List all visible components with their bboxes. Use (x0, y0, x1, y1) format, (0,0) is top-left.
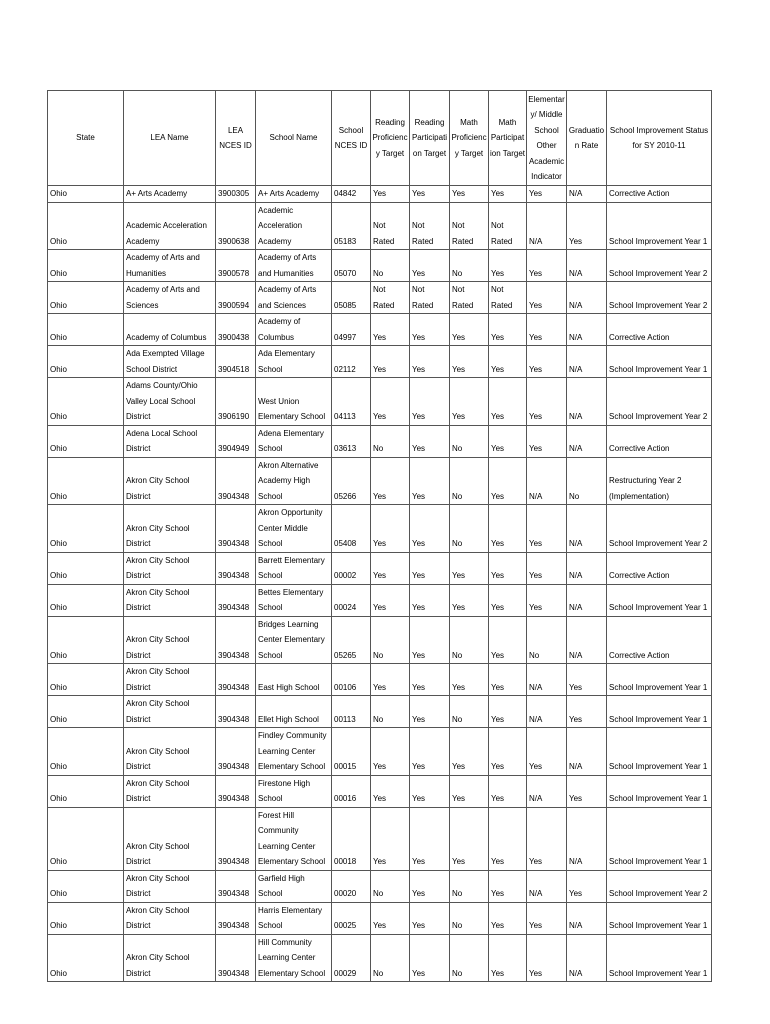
cell-school-name: Academy of Arts and Humanities (256, 250, 332, 282)
cell-math-participation: Yes (489, 314, 527, 346)
cell-improvement-status: School Improvement Year 2 (607, 505, 712, 553)
cell-other-academic-indicator: Yes (527, 314, 567, 346)
cell-lea-nces-id: 3906190 (216, 378, 256, 426)
cell-reading-proficiency: No (371, 934, 410, 982)
table-row (48, 728, 712, 776)
cell-lea-nces-id: 3904348 (216, 696, 256, 728)
cell-reading-proficiency: Yes (371, 457, 410, 505)
cell-lea-nces-id: 3904348 (216, 728, 256, 776)
cell-lea-name: Akron City School District (124, 457, 216, 505)
cell-reading-proficiency: No (371, 425, 410, 457)
cell-lea-nces-id: 3904348 (216, 934, 256, 982)
cell-reading-proficiency: Yes (371, 902, 410, 934)
cell-improvement-status: Corrective Action (607, 552, 712, 584)
cell-reading-participation: Yes (410, 728, 450, 776)
cell-school-name: West Union Elementary School (256, 378, 332, 426)
cell-graduation-rate: Yes (567, 664, 607, 696)
header-graduation-rate: Graduation Rate (567, 91, 607, 186)
cell-state: Ohio (48, 425, 124, 457)
cell-state: Ohio (48, 457, 124, 505)
cell-school-name: East High School (256, 664, 332, 696)
cell-school-name: Akron Opportunity Center Middle School (256, 505, 332, 553)
cell-state: Ohio (48, 552, 124, 584)
cell-school-name: Academy of Arts and Sciences (256, 282, 332, 314)
cell-math-proficiency: Yes (450, 552, 489, 584)
table-row (48, 775, 712, 807)
cell-lea-name: Academy of Arts and Humanities (124, 250, 216, 282)
cell-school-nces-id: 00106 (332, 664, 371, 696)
cell-state: Ohio (48, 314, 124, 346)
cell-school-nces-id: 05070 (332, 250, 371, 282)
cell-reading-participation: Yes (410, 664, 450, 696)
cell-state: Ohio (48, 250, 124, 282)
cell-math-participation: Yes (489, 346, 527, 378)
cell-graduation-rate: N/A (567, 584, 607, 616)
cell-school-nces-id: 00113 (332, 696, 371, 728)
cell-lea-name: Akron City School District (124, 696, 216, 728)
cell-school-nces-id: 00020 (332, 870, 371, 902)
cell-improvement-status: School Improvement Year 1 (607, 202, 712, 250)
cell-reading-participation: Yes (410, 934, 450, 982)
cell-math-proficiency: Yes (450, 186, 489, 203)
cell-graduation-rate: N/A (567, 186, 607, 203)
table-row (48, 696, 712, 728)
cell-reading-proficiency: Yes (371, 807, 410, 870)
cell-math-participation: Yes (489, 807, 527, 870)
table-body (48, 186, 712, 982)
header-improvement-status: School Improvement Status for SY 2010-11 (607, 91, 712, 186)
cell-school-name: Akron Alternative Academy High School (256, 457, 332, 505)
cell-reading-proficiency: Not Rated (371, 202, 410, 250)
cell-school-name: Academy of Columbus (256, 314, 332, 346)
header-math-participation: Math Participation Target (489, 91, 527, 186)
cell-reading-participation: Yes (410, 314, 450, 346)
cell-lea-nces-id: 3904348 (216, 616, 256, 664)
cell-math-proficiency: No (450, 934, 489, 982)
cell-school-name: Findley Community Learning Center Elementary School (256, 728, 332, 776)
cell-reading-participation: Not Rated (410, 282, 450, 314)
cell-lea-nces-id: 3900438 (216, 314, 256, 346)
cell-improvement-status: School Improvement Year 1 (607, 807, 712, 870)
cell-math-participation: Yes (489, 505, 527, 553)
cell-school-name: Barrett Elementary School (256, 552, 332, 584)
cell-math-participation: Yes (489, 584, 527, 616)
cell-school-nces-id: 00015 (332, 728, 371, 776)
cell-school-nces-id: 05266 (332, 457, 371, 505)
cell-other-academic-indicator: No (527, 616, 567, 664)
cell-math-participation: Yes (489, 775, 527, 807)
cell-lea-nces-id: 3900305 (216, 186, 256, 203)
cell-improvement-status: Restructuring Year 2 (Implementation) (607, 457, 712, 505)
cell-other-academic-indicator: Yes (527, 807, 567, 870)
cell-reading-participation: Yes (410, 696, 450, 728)
cell-lea-nces-id: 3904348 (216, 552, 256, 584)
cell-math-participation: Yes (489, 934, 527, 982)
cell-reading-proficiency: Yes (371, 346, 410, 378)
cell-lea-name: Ada Exempted Village School District (124, 346, 216, 378)
cell-graduation-rate: Yes (567, 870, 607, 902)
cell-other-academic-indicator: Yes (527, 902, 567, 934)
cell-other-academic-indicator: Yes (527, 378, 567, 426)
table-row (48, 616, 712, 664)
table-row (48, 552, 712, 584)
cell-other-academic-indicator: Yes (527, 250, 567, 282)
cell-lea-name: A+ Arts Academy (124, 186, 216, 203)
cell-lea-nces-id: 3904348 (216, 664, 256, 696)
cell-math-participation: Yes (489, 664, 527, 696)
table-row (48, 934, 712, 982)
cell-graduation-rate: N/A (567, 552, 607, 584)
cell-math-participation: Yes (489, 728, 527, 776)
cell-school-nces-id: 04997 (332, 314, 371, 346)
table-row (48, 457, 712, 505)
cell-math-proficiency: No (450, 425, 489, 457)
cell-graduation-rate: N/A (567, 616, 607, 664)
cell-lea-nces-id: 3900578 (216, 250, 256, 282)
cell-lea-name: Akron City School District (124, 584, 216, 616)
cell-improvement-status: Corrective Action (607, 616, 712, 664)
cell-graduation-rate: Yes (567, 696, 607, 728)
table-row (48, 378, 712, 426)
cell-reading-participation: Not Rated (410, 202, 450, 250)
cell-school-name: Forest Hill Community Learning Center Elementary School (256, 807, 332, 870)
cell-state: Ohio (48, 584, 124, 616)
cell-state: Ohio (48, 775, 124, 807)
cell-math-participation: Yes (489, 552, 527, 584)
table-row (48, 250, 712, 282)
cell-math-participation: Yes (489, 902, 527, 934)
cell-lea-nces-id: 3904348 (216, 584, 256, 616)
cell-math-proficiency: Not Rated (450, 202, 489, 250)
cell-math-proficiency: Yes (450, 346, 489, 378)
cell-math-proficiency: No (450, 250, 489, 282)
cell-reading-participation: Yes (410, 505, 450, 553)
table-row (48, 584, 712, 616)
cell-reading-proficiency: Yes (371, 186, 410, 203)
cell-other-academic-indicator: N/A (527, 775, 567, 807)
cell-reading-proficiency: Not Rated (371, 282, 410, 314)
cell-other-academic-indicator: Yes (527, 425, 567, 457)
cell-other-academic-indicator: Yes (527, 728, 567, 776)
cell-improvement-status: School Improvement Year 1 (607, 728, 712, 776)
cell-improvement-status: Corrective Action (607, 186, 712, 203)
cell-school-nces-id: 05085 (332, 282, 371, 314)
cell-other-academic-indicator: N/A (527, 696, 567, 728)
table-row (48, 505, 712, 553)
cell-improvement-status: School Improvement Year 2 (607, 250, 712, 282)
cell-state: Ohio (48, 616, 124, 664)
cell-lea-name: Adena Local School District (124, 425, 216, 457)
cell-school-name: Ada Elementary School (256, 346, 332, 378)
cell-math-proficiency: Yes (450, 664, 489, 696)
cell-math-proficiency: No (450, 696, 489, 728)
cell-school-nces-id: 00018 (332, 807, 371, 870)
cell-math-participation: Yes (489, 870, 527, 902)
cell-school-name: Adena Elementary School (256, 425, 332, 457)
cell-other-academic-indicator: Yes (527, 282, 567, 314)
cell-school-name: Hill Community Learning Center Elementary School (256, 934, 332, 982)
cell-math-proficiency: No (450, 505, 489, 553)
header-other-academic-indicator: Elementary/ Middle School Other Academic Indicator (527, 91, 567, 186)
table-row (48, 807, 712, 870)
cell-state: Ohio (48, 664, 124, 696)
cell-reading-participation: Yes (410, 807, 450, 870)
cell-school-name: A+ Arts Academy (256, 186, 332, 203)
cell-math-participation: Not Rated (489, 202, 527, 250)
cell-other-academic-indicator: N/A (527, 870, 567, 902)
cell-state: Ohio (48, 186, 124, 203)
cell-reading-proficiency: Yes (371, 505, 410, 553)
header-lea-name: LEA Name (124, 91, 216, 186)
cell-lea-name: Akron City School District (124, 870, 216, 902)
cell-improvement-status: School Improvement Year 1 (607, 346, 712, 378)
cell-math-proficiency: No (450, 457, 489, 505)
cell-math-participation: Yes (489, 457, 527, 505)
cell-graduation-rate: N/A (567, 425, 607, 457)
cell-state: Ohio (48, 378, 124, 426)
cell-other-academic-indicator: N/A (527, 202, 567, 250)
header-reading-participation: Reading Participation Target (410, 91, 450, 186)
cell-math-proficiency: Yes (450, 378, 489, 426)
cell-lea-name: Akron City School District (124, 505, 216, 553)
cell-math-participation: Yes (489, 378, 527, 426)
cell-other-academic-indicator: Yes (527, 584, 567, 616)
cell-reading-participation: Yes (410, 616, 450, 664)
cell-graduation-rate: N/A (567, 282, 607, 314)
cell-reading-participation: Yes (410, 902, 450, 934)
header-school-name: School Name (256, 91, 332, 186)
cell-lea-name: Akron City School District (124, 807, 216, 870)
cell-math-proficiency: No (450, 616, 489, 664)
cell-improvement-status: Corrective Action (607, 314, 712, 346)
cell-improvement-status: School Improvement Year 1 (607, 696, 712, 728)
cell-school-nces-id: 05265 (332, 616, 371, 664)
cell-lea-name: Akron City School District (124, 552, 216, 584)
cell-improvement-status: School Improvement Year 2 (607, 282, 712, 314)
cell-lea-name: Academic Acceleration Academy (124, 202, 216, 250)
cell-reading-participation: Yes (410, 457, 450, 505)
cell-state: Ohio (48, 728, 124, 776)
cell-reading-proficiency: No (371, 616, 410, 664)
cell-school-nces-id: 00002 (332, 552, 371, 584)
table-row (48, 186, 712, 203)
table-row (48, 346, 712, 378)
cell-lea-name: Adams County/Ohio Valley Local School District (124, 378, 216, 426)
cell-reading-proficiency: Yes (371, 664, 410, 696)
cell-improvement-status: School Improvement Year 1 (607, 902, 712, 934)
cell-reading-participation: Yes (410, 425, 450, 457)
cell-improvement-status: School Improvement Year 1 (607, 775, 712, 807)
cell-reading-participation: Yes (410, 552, 450, 584)
cell-lea-name: Academy of Columbus (124, 314, 216, 346)
cell-improvement-status: School Improvement Year 2 (607, 870, 712, 902)
cell-lea-name: Akron City School District (124, 775, 216, 807)
table-row (48, 870, 712, 902)
cell-reading-participation: Yes (410, 378, 450, 426)
cell-lea-name: Akron City School District (124, 934, 216, 982)
cell-lea-nces-id: 3904518 (216, 346, 256, 378)
cell-reading-proficiency: Yes (371, 728, 410, 776)
cell-graduation-rate: N/A (567, 346, 607, 378)
cell-school-nces-id: 00024 (332, 584, 371, 616)
cell-improvement-status: School Improvement Year 1 (607, 934, 712, 982)
cell-lea-nces-id: 3904348 (216, 505, 256, 553)
cell-school-name: Ellet High School (256, 696, 332, 728)
cell-school-name: Firestone High School (256, 775, 332, 807)
table-row (48, 902, 712, 934)
cell-math-participation: Yes (489, 696, 527, 728)
table-row (48, 425, 712, 457)
cell-school-name: Garfield High School (256, 870, 332, 902)
cell-math-proficiency: No (450, 870, 489, 902)
cell-reading-proficiency: Yes (371, 378, 410, 426)
cell-graduation-rate: N/A (567, 807, 607, 870)
cell-state: Ohio (48, 696, 124, 728)
table-row (48, 282, 712, 314)
header-math-proficiency: Math Proficiency Target (450, 91, 489, 186)
cell-reading-participation: Yes (410, 186, 450, 203)
cell-school-nces-id: 00025 (332, 902, 371, 934)
cell-graduation-rate: N/A (567, 902, 607, 934)
cell-math-participation: Yes (489, 186, 527, 203)
cell-graduation-rate: No (567, 457, 607, 505)
cell-school-name: Bridges Learning Center Elementary School (256, 616, 332, 664)
header-state: State (48, 91, 124, 186)
cell-improvement-status: School Improvement Year 1 (607, 664, 712, 696)
cell-state: Ohio (48, 902, 124, 934)
data-table (47, 90, 712, 982)
cell-state: Ohio (48, 870, 124, 902)
cell-math-participation: Yes (489, 425, 527, 457)
cell-reading-participation: Yes (410, 250, 450, 282)
cell-graduation-rate: N/A (567, 314, 607, 346)
cell-math-proficiency: Yes (450, 775, 489, 807)
cell-reading-participation: Yes (410, 584, 450, 616)
cell-other-academic-indicator: Yes (527, 505, 567, 553)
cell-reading-proficiency: No (371, 696, 410, 728)
cell-improvement-status: School Improvement Year 2 (607, 378, 712, 426)
cell-school-name: Bettes Elementary School (256, 584, 332, 616)
cell-lea-name: Akron City School District (124, 728, 216, 776)
cell-graduation-rate: N/A (567, 728, 607, 776)
cell-lea-nces-id: 3904949 (216, 425, 256, 457)
cell-school-nces-id: 00016 (332, 775, 371, 807)
cell-lea-nces-id: 3904348 (216, 775, 256, 807)
cell-reading-proficiency: No (371, 870, 410, 902)
cell-reading-proficiency: Yes (371, 552, 410, 584)
cell-lea-nces-id: 3904348 (216, 457, 256, 505)
cell-state: Ohio (48, 346, 124, 378)
cell-math-proficiency: Yes (450, 807, 489, 870)
cell-state: Ohio (48, 202, 124, 250)
cell-lea-name: Academy of Arts and Sciences (124, 282, 216, 314)
table-row (48, 202, 712, 250)
cell-math-participation: Not Rated (489, 282, 527, 314)
header-reading-proficiency: Reading Proficiency Target (371, 91, 410, 186)
cell-reading-proficiency: Yes (371, 584, 410, 616)
header-row (48, 91, 712, 186)
cell-other-academic-indicator: N/A (527, 457, 567, 505)
cell-school-nces-id: 04113 (332, 378, 371, 426)
cell-lea-nces-id: 3904348 (216, 902, 256, 934)
cell-lea-name: Akron City School District (124, 616, 216, 664)
cell-lea-name: Akron City School District (124, 902, 216, 934)
cell-school-nces-id: 02112 (332, 346, 371, 378)
cell-school-nces-id: 05408 (332, 505, 371, 553)
cell-lea-nces-id: 3904348 (216, 807, 256, 870)
cell-state: Ohio (48, 282, 124, 314)
table-row (48, 664, 712, 696)
cell-school-nces-id: 05183 (332, 202, 371, 250)
cell-math-proficiency: Yes (450, 728, 489, 776)
cell-state: Ohio (48, 505, 124, 553)
cell-school-nces-id: 03613 (332, 425, 371, 457)
cell-school-nces-id: 04842 (332, 186, 371, 203)
cell-math-proficiency: Yes (450, 584, 489, 616)
cell-improvement-status: School Improvement Year 1 (607, 584, 712, 616)
cell-graduation-rate: N/A (567, 934, 607, 982)
cell-other-academic-indicator: Yes (527, 186, 567, 203)
cell-reading-proficiency: Yes (371, 775, 410, 807)
table-row (48, 314, 712, 346)
header-school-nces-id: School NCES ID (332, 91, 371, 186)
cell-graduation-rate: N/A (567, 505, 607, 553)
cell-math-proficiency: Yes (450, 314, 489, 346)
cell-school-nces-id: 00029 (332, 934, 371, 982)
cell-school-name: Harris Elementary School (256, 902, 332, 934)
cell-other-academic-indicator: Yes (527, 552, 567, 584)
cell-state: Ohio (48, 934, 124, 982)
cell-reading-proficiency: No (371, 250, 410, 282)
cell-reading-participation: Yes (410, 775, 450, 807)
cell-math-proficiency: Not Rated (450, 282, 489, 314)
header-lea-nces-id: LEA NCES ID (216, 91, 256, 186)
cell-reading-proficiency: Yes (371, 314, 410, 346)
cell-graduation-rate: N/A (567, 378, 607, 426)
cell-lea-nces-id: 3904348 (216, 870, 256, 902)
cell-math-participation: Yes (489, 250, 527, 282)
cell-graduation-rate: N/A (567, 250, 607, 282)
cell-school-name: Academic Acceleration Academy (256, 202, 332, 250)
cell-graduation-rate: Yes (567, 202, 607, 250)
cell-graduation-rate: Yes (567, 775, 607, 807)
cell-math-participation: Yes (489, 616, 527, 664)
cell-other-academic-indicator: N/A (527, 664, 567, 696)
cell-reading-participation: Yes (410, 870, 450, 902)
cell-lea-nces-id: 3900594 (216, 282, 256, 314)
cell-math-proficiency: No (450, 902, 489, 934)
cell-state: Ohio (48, 807, 124, 870)
cell-lea-name: Akron City School District (124, 664, 216, 696)
cell-other-academic-indicator: Yes (527, 934, 567, 982)
cell-other-academic-indicator: Yes (527, 346, 567, 378)
cell-improvement-status: Corrective Action (607, 425, 712, 457)
cell-reading-participation: Yes (410, 346, 450, 378)
cell-lea-nces-id: 3900638 (216, 202, 256, 250)
